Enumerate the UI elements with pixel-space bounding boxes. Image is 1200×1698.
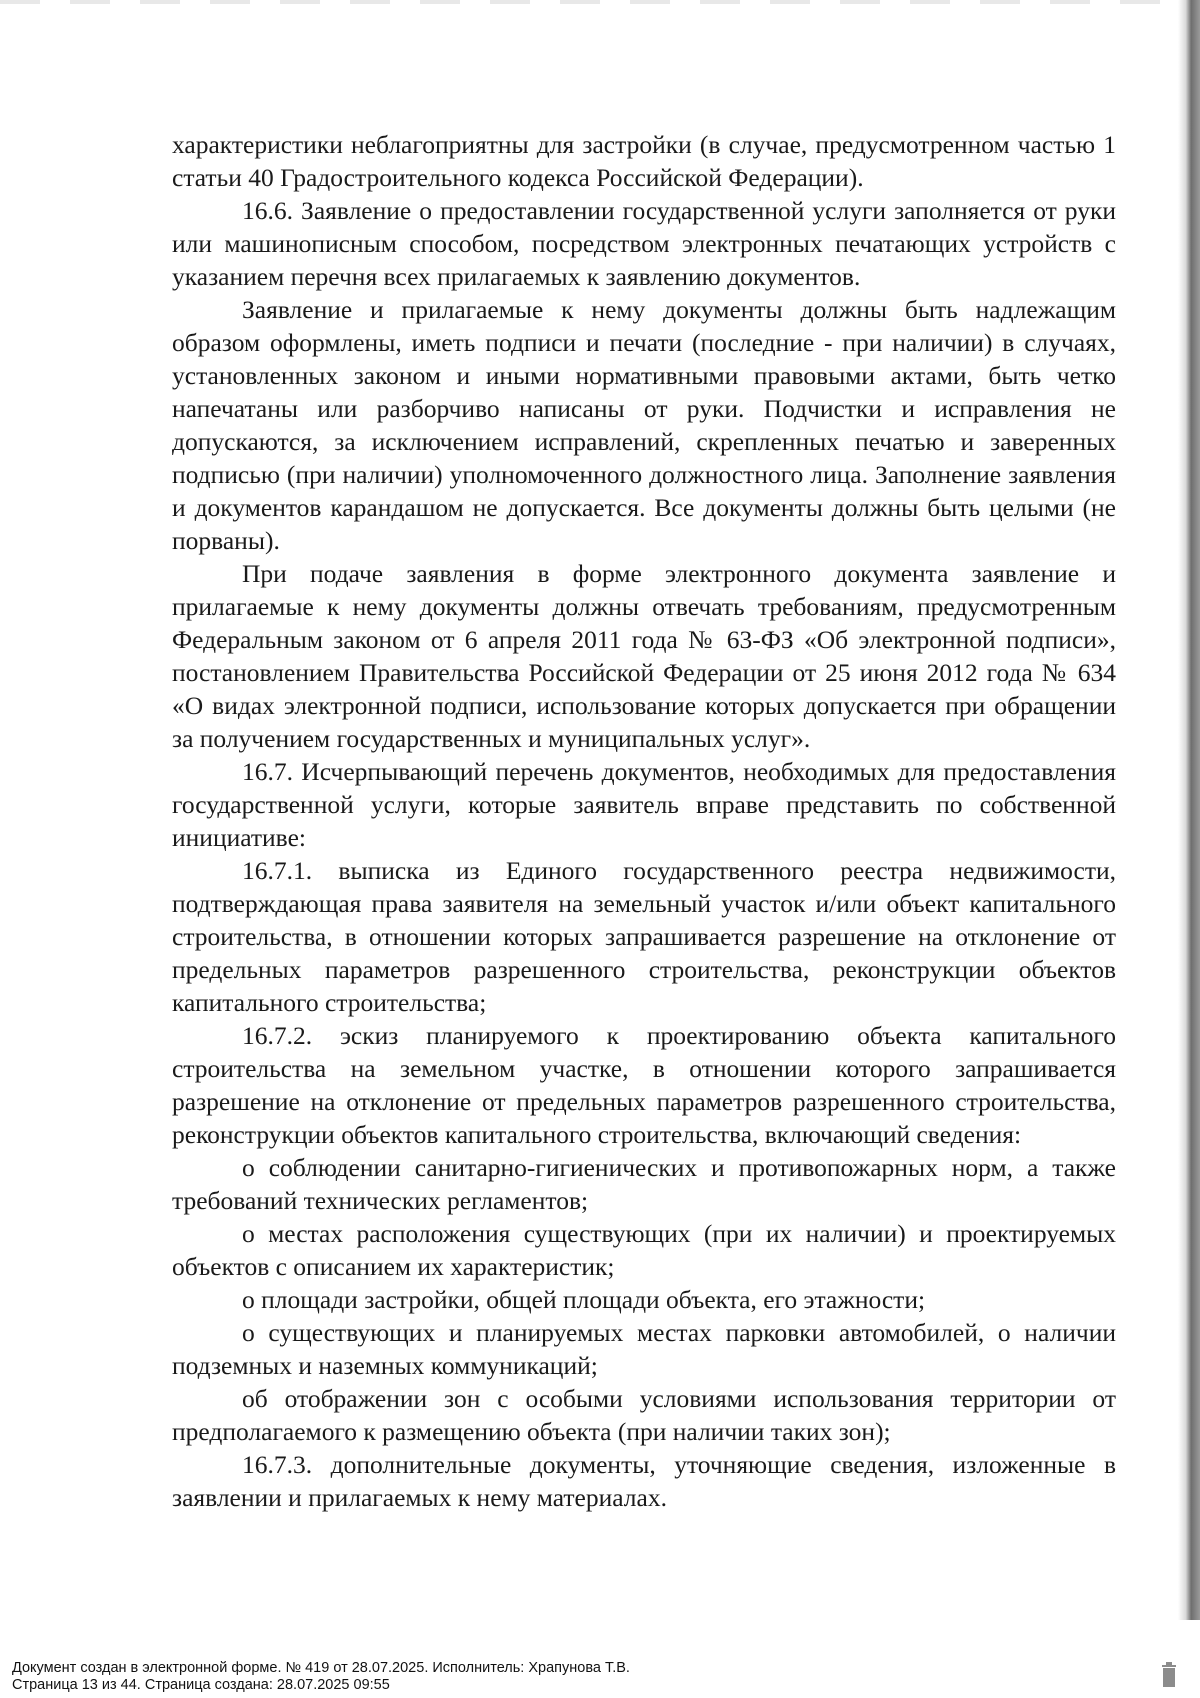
list-item-sanitary-norms: о соблюдении санитарно-гигиенических и противопожарных норм, а также требований технических регламентов;	[172, 1153, 1116, 1215]
footer-document-info: Документ создан в электронной форме. № 419 от 28.07.2025. Исполнитель: Храпунова Т.В.	[12, 1660, 630, 1676]
footer-page-info: Страница 13 из 44. Страница создана: 28.07.2025 09:55	[12, 1677, 390, 1693]
paragraph-16-6: 16.6. Заявление о предоставлении государственной услуги заполняется от руки или машинописным способом, посредством электронных печатающих устройств с указанием перечня всех прилагаемых к заявлению документов.	[172, 196, 1116, 291]
trash-icon[interactable]	[1160, 1660, 1178, 1688]
paragraph-electronic-submission: При подаче заявления в форме электронного документа заявление и прилагаемые к нему документы должны отвечать требованиям, предусмотренным Федеральным законом от 6 апреля 2011 года № 63-ФЗ «Об электронной подписи», постановлением Правительства Российской Федерации от 25 июня 2012 года № 634 «О видах электронной подписи, использование которых допускается при обращении за получением государственных и муниципальных услуг».	[172, 559, 1116, 753]
document-footer	[12, 1660, 630, 1694]
paragraph-16-7-3: 16.7.3. дополнительные документы, уточняющие сведения, изложенные в заявлении и прилагаемых к нему материалах.	[172, 1450, 1116, 1512]
scan-edge-right	[1178, 0, 1200, 1620]
paragraph-continuation: характеристики неблагоприятны для застройки (в случае, предусмотренном частью 1 статьи 40 Градостроительного кодекса Российской Федерации).	[172, 130, 1116, 192]
paragraph-16-7: 16.7. Исчерпывающий перечень документов, необходимых для предоставления государственной услуги, которые заявитель вправе представить по собственной инициативе:	[172, 757, 1116, 852]
document-body	[172, 128, 1116, 1514]
paragraph-application-requirements: Заявление и прилагаемые к нему документы должны быть надлежащим образом оформлены, иметь подписи и печати (последние - при наличии) в случаях, установленных законом и иными нормативными правовыми актами, быть четко напечатаны или разборчиво написаны от руки. Подчистки и исправления не допускаются, за исключением исправлений, скрепленных печатью и заверенных подписью (при наличии) уполномоченного должностного лица. Заполнение заявления и документов карандашом не допускается. Все документы должны быть целыми (не порваны).	[172, 295, 1116, 555]
paragraph-16-7-2: 16.7.2. эскиз планируемого к проектированию объекта капитального строительства на земельном участке, в отношении которого запрашивается разрешение на отклонение от предельных параметров разрешенного строительства, реконструкции объектов капитального строительства, включающий сведения:	[172, 1021, 1116, 1149]
list-item-parking: о существующих и планируемых местах парковки автомобилей, о наличии подземных и наземных коммуникаций;	[172, 1318, 1116, 1380]
list-item-object-locations: о местах расположения существующих (при их наличии) и проектируемых объектов с описанием их характеристик;	[172, 1219, 1116, 1281]
paragraph-16-7-1: 16.7.1. выписка из Единого государственного реестра недвижимости, подтверждающая права заявителя на земельный участок и/или объект капитального строительства, в отношении которых запрашивается разрешение на отклонение от предельных параметров разрешенного строительства, реконструкции объектов капитального строительства;	[172, 856, 1116, 1017]
scan-edge-top	[0, 0, 1180, 4]
list-item-special-zones: об отображении зон с особыми условиями использования территории от предполагаемого к размещению объекта (при наличии таких зон);	[172, 1384, 1116, 1446]
list-item-building-area: о площади застройки, общей площади объекта, его этажности;	[242, 1285, 926, 1314]
